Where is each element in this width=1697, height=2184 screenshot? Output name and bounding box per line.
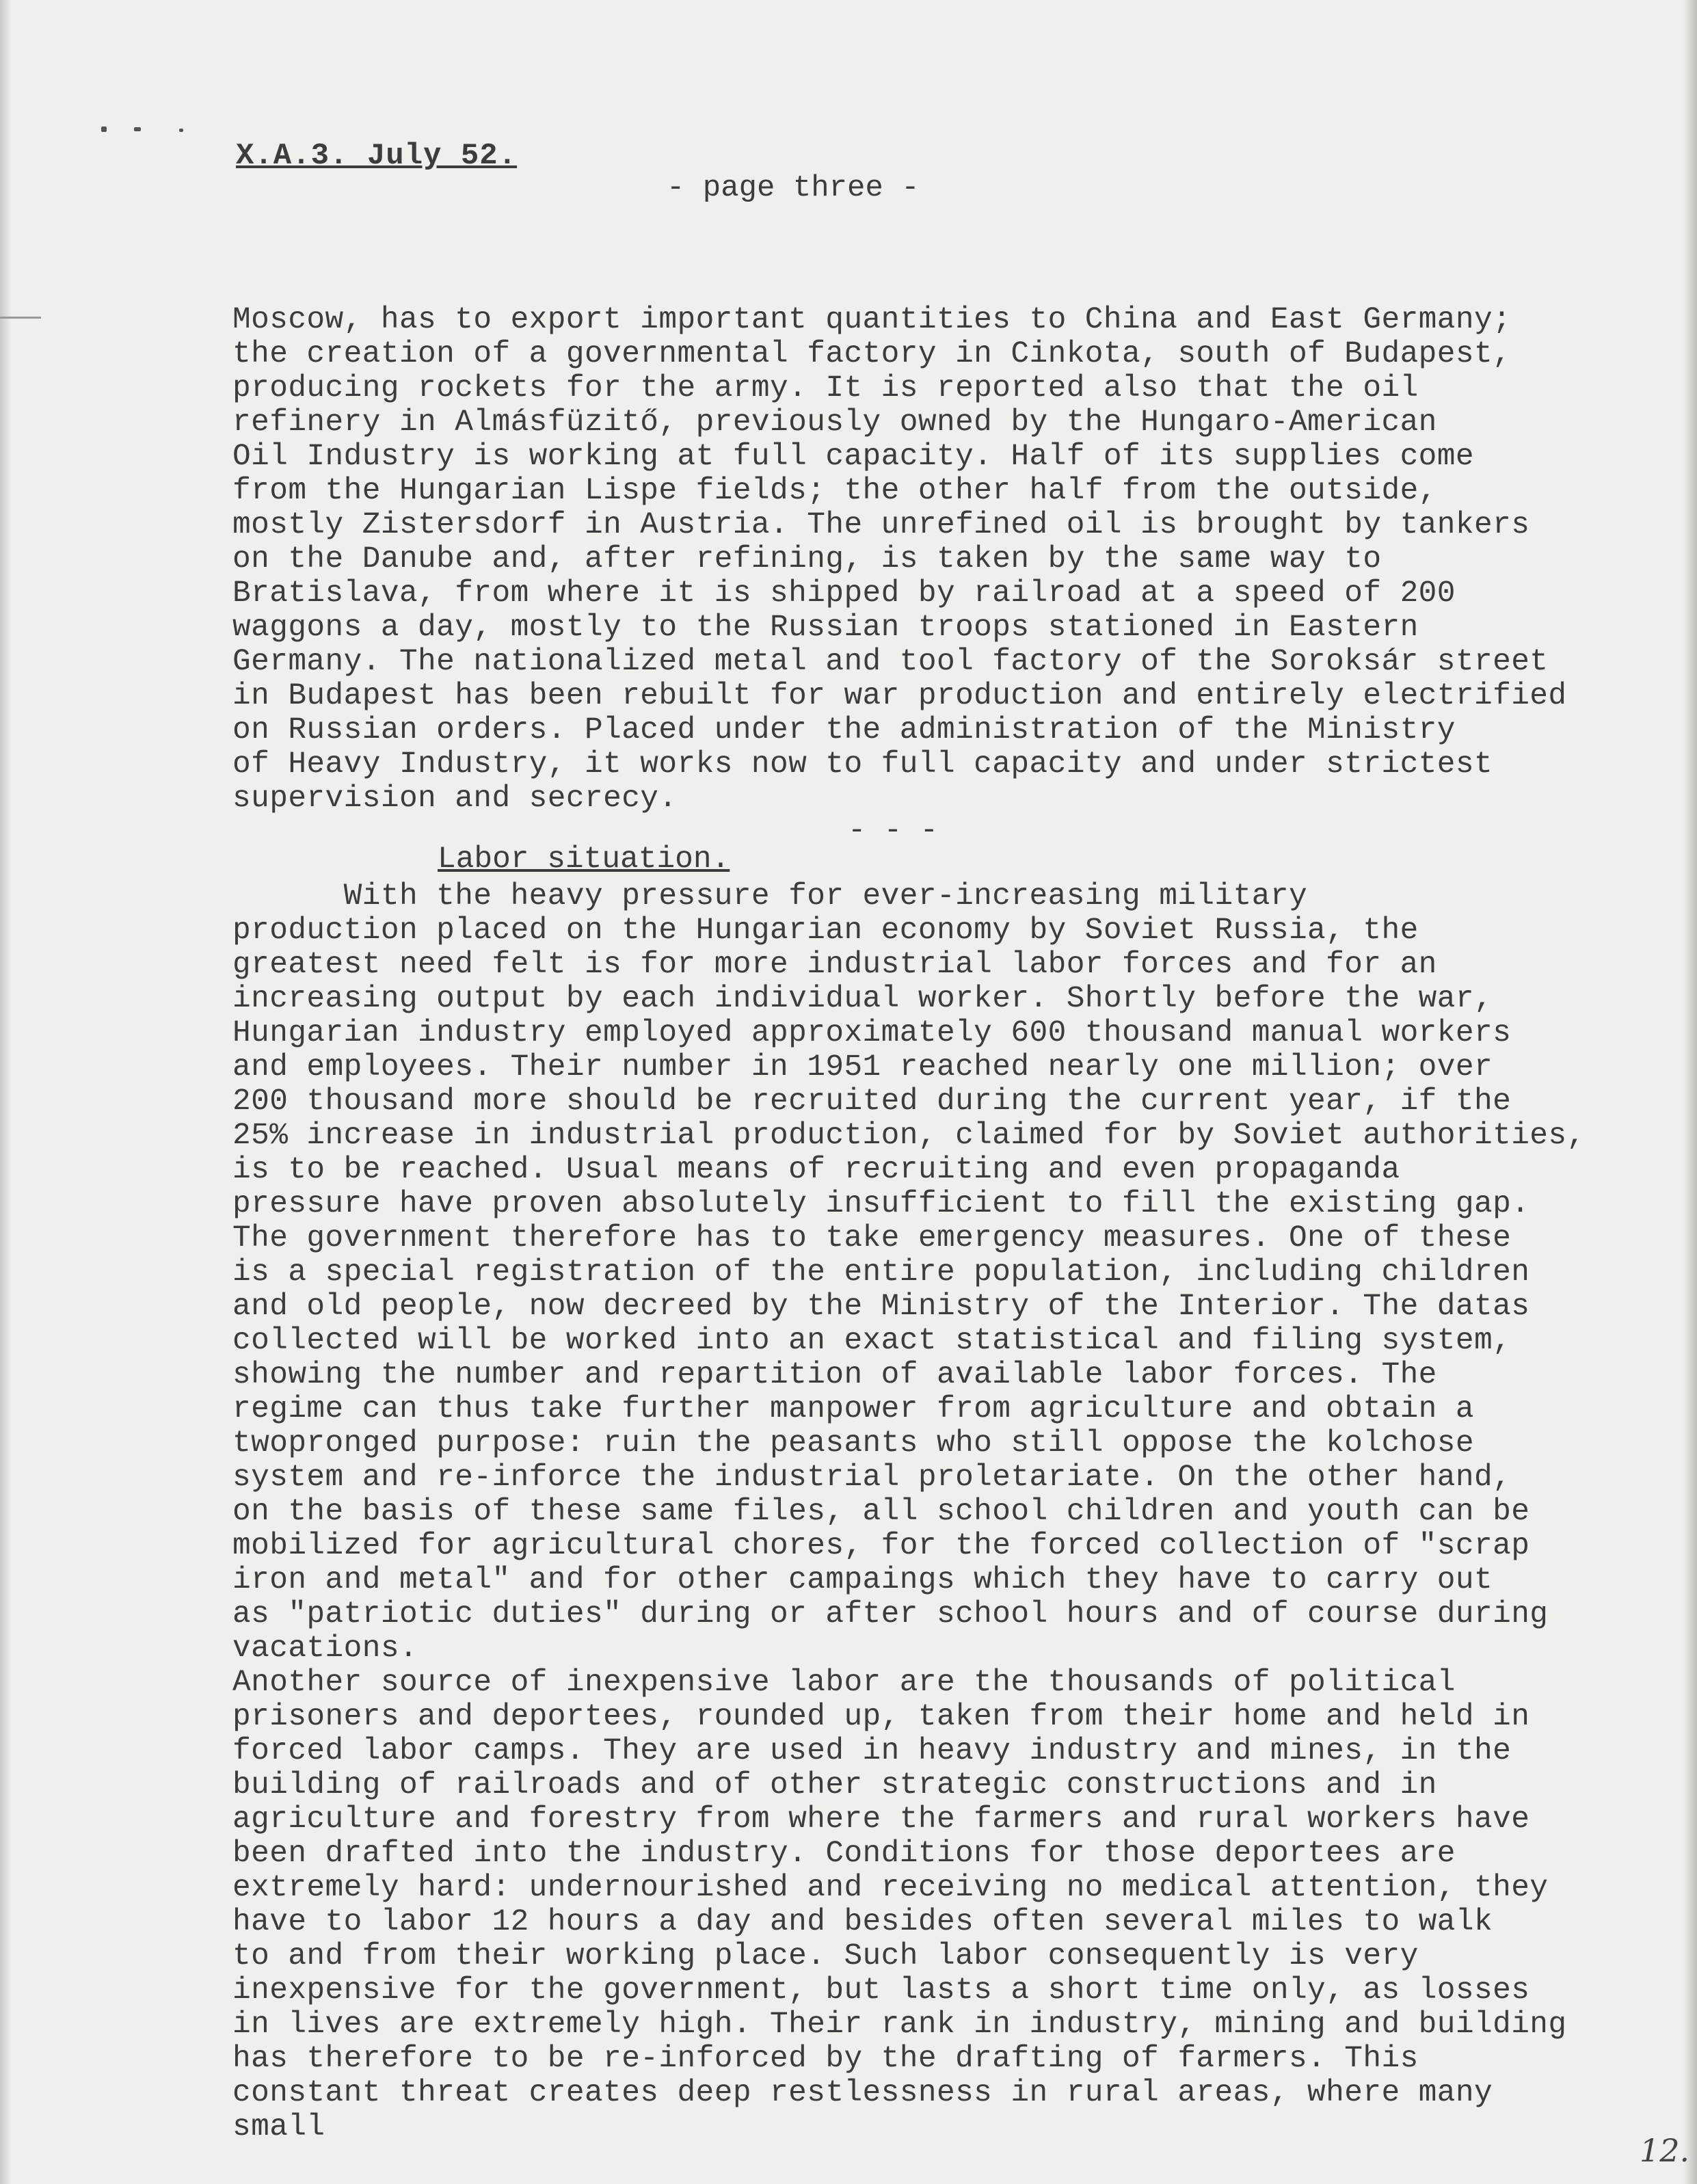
text-line: showing the number and repartition of available labor forces. The (232, 1358, 1437, 1392)
text-line: on the basis of these same files, all school children and youth can be (232, 1495, 1530, 1529)
text-line: from the Hungarian Lispe fields; the other half from the outside, (232, 474, 1437, 508)
text-line: as "patriotic duties" during or after school hours and of course during (232, 1597, 1549, 1632)
text-line: iron and metal" and for other campaings which they have to carry out (232, 1563, 1493, 1597)
text-line: Bratislava, from where it is shipped by railroad at a speed of 200 (232, 576, 1456, 611)
page-label: - page three - (667, 171, 920, 205)
text-line: vacations. (232, 1632, 418, 1666)
text-line: is to be reached. Usual means of recruiting and even propaganda (232, 1153, 1400, 1187)
text-line: constant threat creates deep restlessness in rural areas, where many (232, 2076, 1493, 2110)
text-line: to and from their working place. Such labor consequently is very (232, 1939, 1419, 1973)
text-line: Germany. The nationalized metal and tool factory of the Soroksár street (232, 645, 1549, 679)
text-line: production placed on the Hungarian economy by Soviet Russia, the (232, 914, 1419, 948)
text-line: been drafted into the industry. Conditions for those deportees are (232, 1837, 1456, 1871)
margin-mark (0, 317, 41, 319)
text-line: The government therefore has to take emergency measures. One of these (232, 1221, 1512, 1255)
text-line: and employees. Their number in 1951 reached nearly one million; over (232, 1050, 1493, 1084)
document-reference: X.A.3. July 52. (236, 139, 518, 173)
text-line: increasing output by each individual worker. Shortly before the war, (232, 982, 1493, 1016)
text-line: Hungarian industry employed approximately 600 thousand manual workers (232, 1016, 1512, 1050)
text-line: and old people, now decreed by the Ministry of the Interior. The datas (232, 1290, 1530, 1324)
text-line: forced labor camps. They are used in heavy industry and mines, in the (232, 1734, 1512, 1768)
text-line: have to labor 12 hours a day and besides often several miles to walk (232, 1905, 1493, 1939)
text-line: waggons a day, mostly to the Russian troops stationed in Eastern (232, 611, 1419, 645)
text-line: on the Danube and, after refining, is taken by the same way to (232, 542, 1382, 576)
punch-mark (134, 127, 141, 131)
text-line: Another source of inexpensive labor are the thousands of political (232, 1666, 1456, 1700)
text-line: agriculture and forestry from where the farmers and rural workers have (232, 1802, 1530, 1837)
text-line: 25% increase in industrial production, claimed for by Soviet authorities, (232, 1119, 1586, 1153)
handwritten-page-number: 12. (1640, 2132, 1690, 2169)
text-line: regime can thus take further manpower from agriculture and obtain a (232, 1392, 1474, 1426)
text-line: With the heavy pressure for ever-increasing military (232, 879, 1308, 914)
text-line: is a special registration of the entire population, including children (232, 1255, 1530, 1290)
text-line: extremely hard: undernourished and receiving no medical attention, they (232, 1871, 1549, 1905)
text-line: refinery in Almásfüzitő, previously owned by the Hungaro-American (232, 405, 1437, 440)
text-line: producing rockets for the army. It is reported also that the oil (232, 371, 1419, 405)
text-line: prisoners and deportees, rounded up, taken from their home and held in (232, 1700, 1530, 1734)
text-line: small (232, 2110, 325, 2144)
text-line: greatest need felt is for more industrial labor forces and for an (232, 948, 1437, 982)
text-line: system and re-inforce the industrial proletariate. On the other hand, (232, 1461, 1512, 1495)
punch-mark (101, 126, 107, 132)
text-line: supervision and secrecy. (232, 782, 678, 816)
text-line: Oil Industry is working at full capacity. Half of its supplies come (232, 440, 1474, 474)
text-line: building of railroads and of other strategic constructions and in (232, 1768, 1437, 1802)
text-line: mobilized for agricultural chores, for the forced collection of "scrap (232, 1529, 1530, 1563)
section-heading: Labor situation. (438, 842, 730, 877)
text-line: inexpensive for the government, but lasts a short time only, as losses (232, 1973, 1530, 2008)
page-left-edge (0, 0, 11, 2184)
text-line: of Heavy Industry, it works now to full capacity and under strictest (232, 747, 1493, 782)
text-line: pressure have proven absolutely insufficient to fill the existing gap. (232, 1187, 1530, 1221)
punch-mark (179, 129, 183, 132)
text-line: the creation of a governmental factory in Cinkota, south of Budapest, (232, 337, 1512, 371)
page-right-edge (1683, 0, 1697, 2184)
text-line: collected will be worked into an exact statistical and filing system, (232, 1324, 1512, 1358)
text-line: in Budapest has been rebuilt for war production and entirely electrified (232, 679, 1567, 713)
text-line: Moscow, has to export important quantities to China and East Germany; (232, 303, 1512, 337)
text-line: twopronged purpose: ruin the peasants who still oppose the kolchose (232, 1426, 1474, 1461)
text-line: has therefore to be re-inforced by the drafting of farmers. This (232, 2042, 1419, 2076)
text-line: 200 thousand more should be recruited during the current year, if the (232, 1084, 1512, 1119)
text-line: mostly Zistersdorf in Austria. The unrefined oil is brought by tankers (232, 508, 1530, 542)
text-line: in lives are extremely high. Their rank in industry, mining and building (232, 2008, 1567, 2042)
section-separator: - - - (848, 814, 939, 848)
text-line: on Russian orders. Placed under the administration of the Ministry (232, 713, 1456, 747)
